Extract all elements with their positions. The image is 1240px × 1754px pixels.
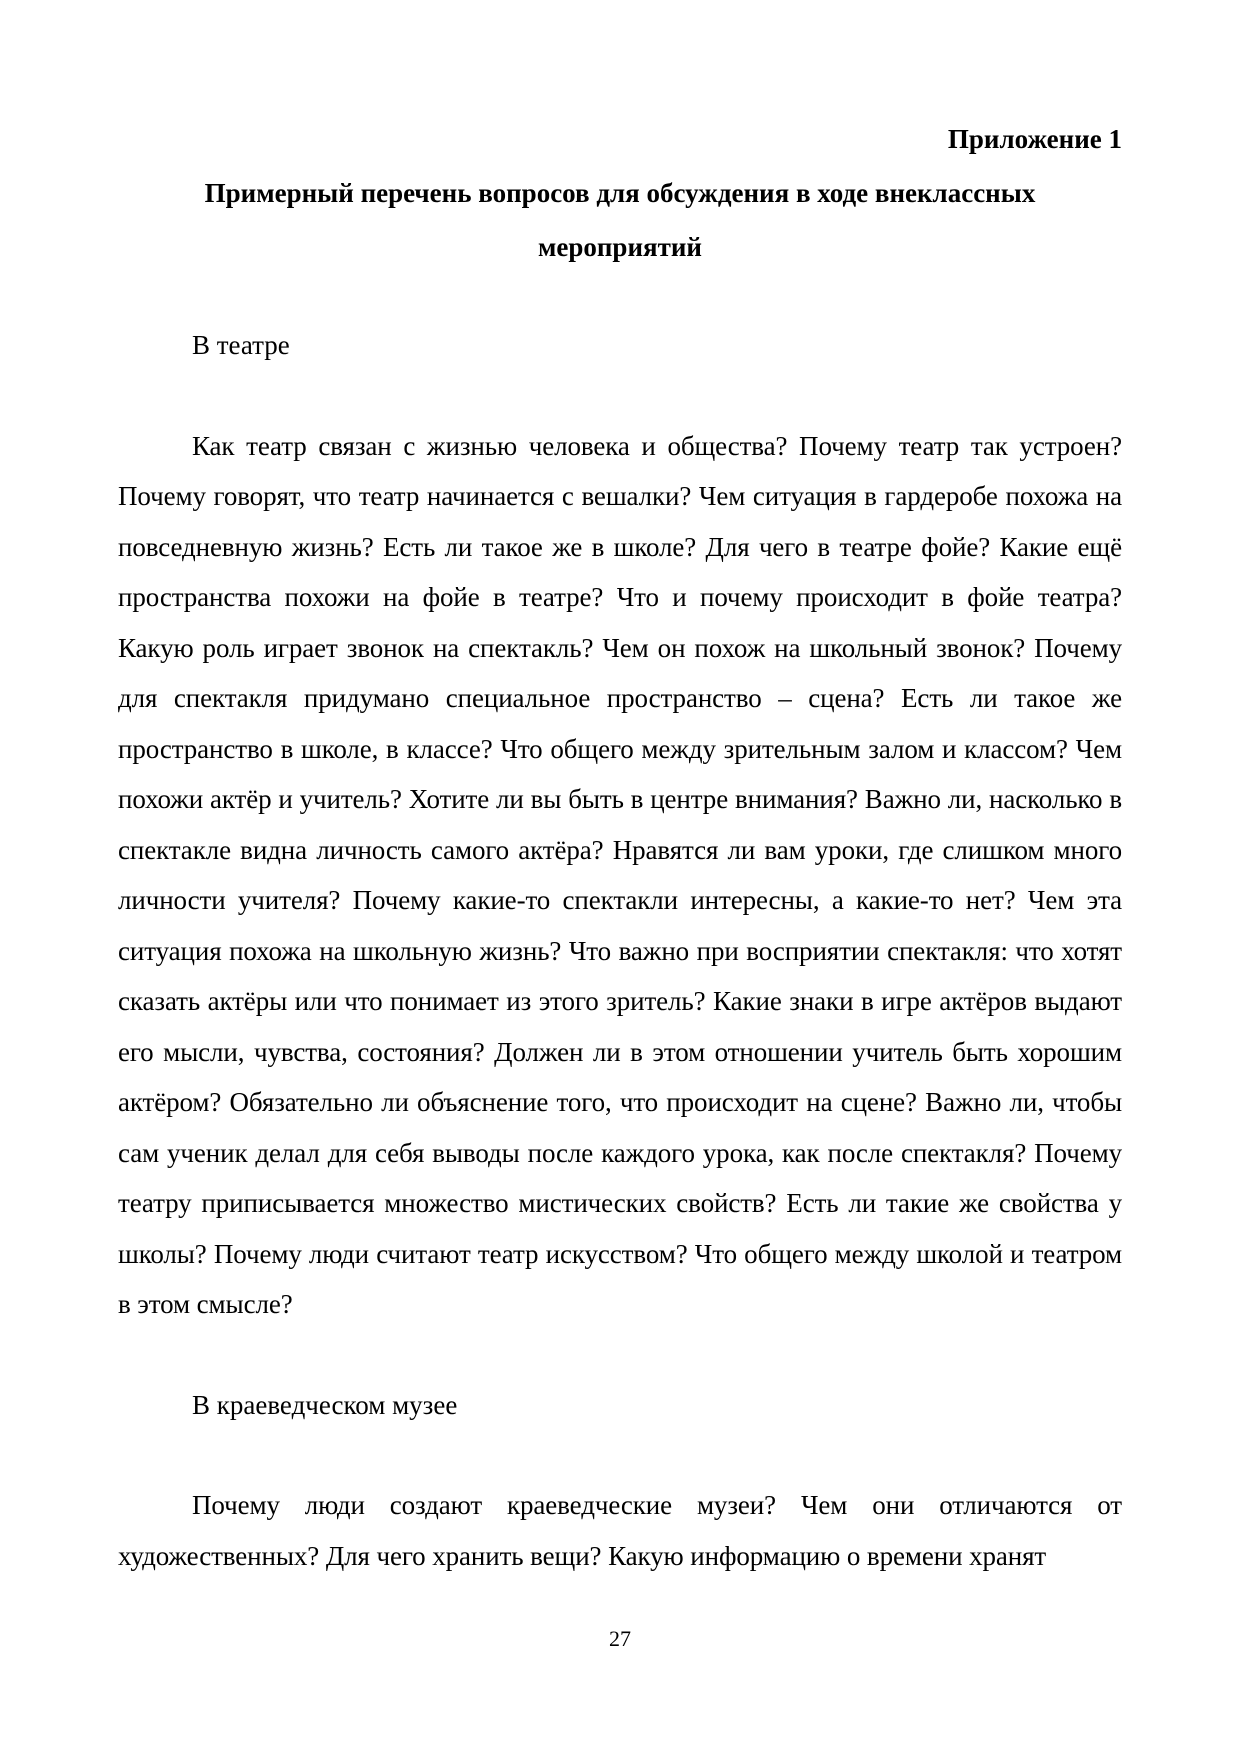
page-content bbox=[118, 112, 1122, 1581]
document-title: Примерный перечень вопросов для обсуждения в ходе внеклассных мероприятий bbox=[204, 178, 1036, 262]
section-heading-museum: В краеведческом музее bbox=[192, 1389, 458, 1420]
spacer bbox=[118, 1330, 1122, 1380]
spacer bbox=[118, 274, 1122, 320]
spacer bbox=[118, 371, 1122, 421]
section-paragraph-museum: Почему люди создают краеведческие музеи? Чем они отличаются от художественных? Для чего хранить вещи? Какую информацию о времени хранят bbox=[118, 1490, 1122, 1571]
section-heading-theatre: В театре bbox=[192, 330, 290, 360]
spacer bbox=[118, 1430, 1122, 1480]
appendix-label: Приложение 1 bbox=[947, 124, 1122, 154]
page-number: 27 bbox=[609, 1626, 631, 1651]
section-paragraph-theatre: Как театр связан с жизнью человека и общества? Почему театр так устроен? Почему говорят, что театр начинается с вешалки? Чем ситуация в гардеробе похожа на повседневную жизнь? Есть ли такое же в школе? Для чего в театре фойе? Какие ещё пространства похожи на фойе в театре? Что и почему происходит в фойе театра? Какую роль играет звонок на спектакль? Чем он похож на школьный звонок? Почему для спектакля придумано специальное пространство – сцена? Есть ли такое же пространство в школе, в классе? Что общего между зрительным залом и классом? Чем похожи актёр и учитель? Хотите ли вы быть в центре внимания? Важно ли, насколько в спектакле видна личность самого актёра? Нравятся ли вам уроки, где слишком много личности учителя? Почему какие-то спектакли интересны, а какие-то нет? Чем эта ситуация похожа на школьную жизнь? Что важно при восприятии спектакля: что хотят сказать актёры или что понимает из этого зритель? Какие знаки в игре актёров выдают его мысли, чувства, состояния? Должен ли в этом отношении учитель быть хорошим актёром? Обязательно ли объяснение того, что происходит на сцене? Важно ли, чтобы сам ученик делал для себя выводы после каждого урока, как после спектакля? Почему театру приписывается множество мистических свойств? Есть ли такие же свойства у школы? Почему люди считают театр искусством? Что общего между школой и театром в этом смысле? bbox=[118, 430, 1122, 1319]
